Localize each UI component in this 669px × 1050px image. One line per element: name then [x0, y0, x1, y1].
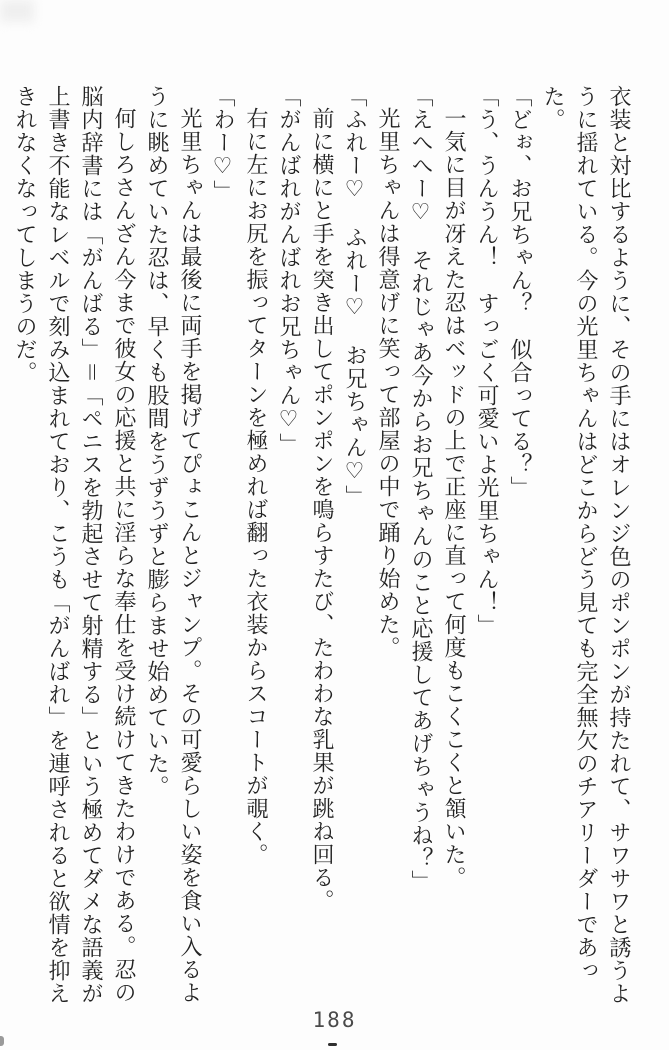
scan-edge-artifact	[0, 1036, 4, 1046]
text-column: 上書き不能なレベルで刻み込まれており、こうも「がんばれ」を連呼されると欲情を抑え	[45, 85, 70, 1005]
text-column: 「ふれー♡ ふれー♡ お兄ちゃん♡」	[342, 85, 367, 508]
text-column: 「がんばれがんばれお兄ちゃん♡」	[276, 85, 301, 456]
text-column: 前に横にと手を突き出してポンポンを鳴らすたび、たわわな乳果が跳ね回る。	[309, 107, 334, 912]
text-column: 「う、うんうん！ すっごく可愛いよ光里ちゃん！」	[474, 85, 499, 637]
text-column: 一気に目が冴えた忍はベッドの上で正座に直って何度もこくこくと頷いた。	[441, 107, 466, 889]
text-column: きれなくなってしまうのだ。	[12, 85, 37, 384]
text-column: 「えへへー♡ それじゃあ今からお兄ちゃんのこと応援してあげちゃうね？」	[408, 85, 433, 893]
text-column: 「わー♡」	[210, 85, 235, 203]
text-column: 何しろさんざん今まで彼女の応援と共に淫らな奉仕を受け続けてきたわけである。忍の	[111, 107, 136, 1004]
text-column: 衣装と対比するように、その手にはオレンジ色のポンポンが持たれて、サワサワと誘うよ	[606, 85, 631, 1005]
text-block	[12, 85, 635, 1007]
text-column: 脳内辞書には「がんばる」＝「ペニスを勃起させて射精する」という極めてダメな語義が	[78, 85, 103, 1006]
ink-smudge	[328, 1043, 337, 1046]
text-column: 右に左にお尻を振ってターンを極めれば翻った衣装からスコートが覗く。	[243, 107, 268, 866]
text-column: うに揺れている。今の光里ちゃんはどこからどう見ても完全無欠のチアリーダーであった。	[540, 85, 598, 982]
text-column: うに眺めていた忍は、早くも股間をうずうずと膨らませ始めていた。	[144, 85, 169, 798]
page-number: 188	[312, 1008, 357, 1032]
text-column: 光里ちゃんは得意げに笑って部屋の中で踊り始めた。	[375, 107, 400, 659]
text-column: 「どぉ、お兄ちゃん？ 似合ってる？」	[507, 85, 532, 499]
scan-corner-artifact	[0, 0, 34, 22]
text-column: 光里ちゃんは最後に両手を掲げてぴょこんとジャンプ。その可愛らしい姿を食い入るよ	[177, 107, 202, 1004]
